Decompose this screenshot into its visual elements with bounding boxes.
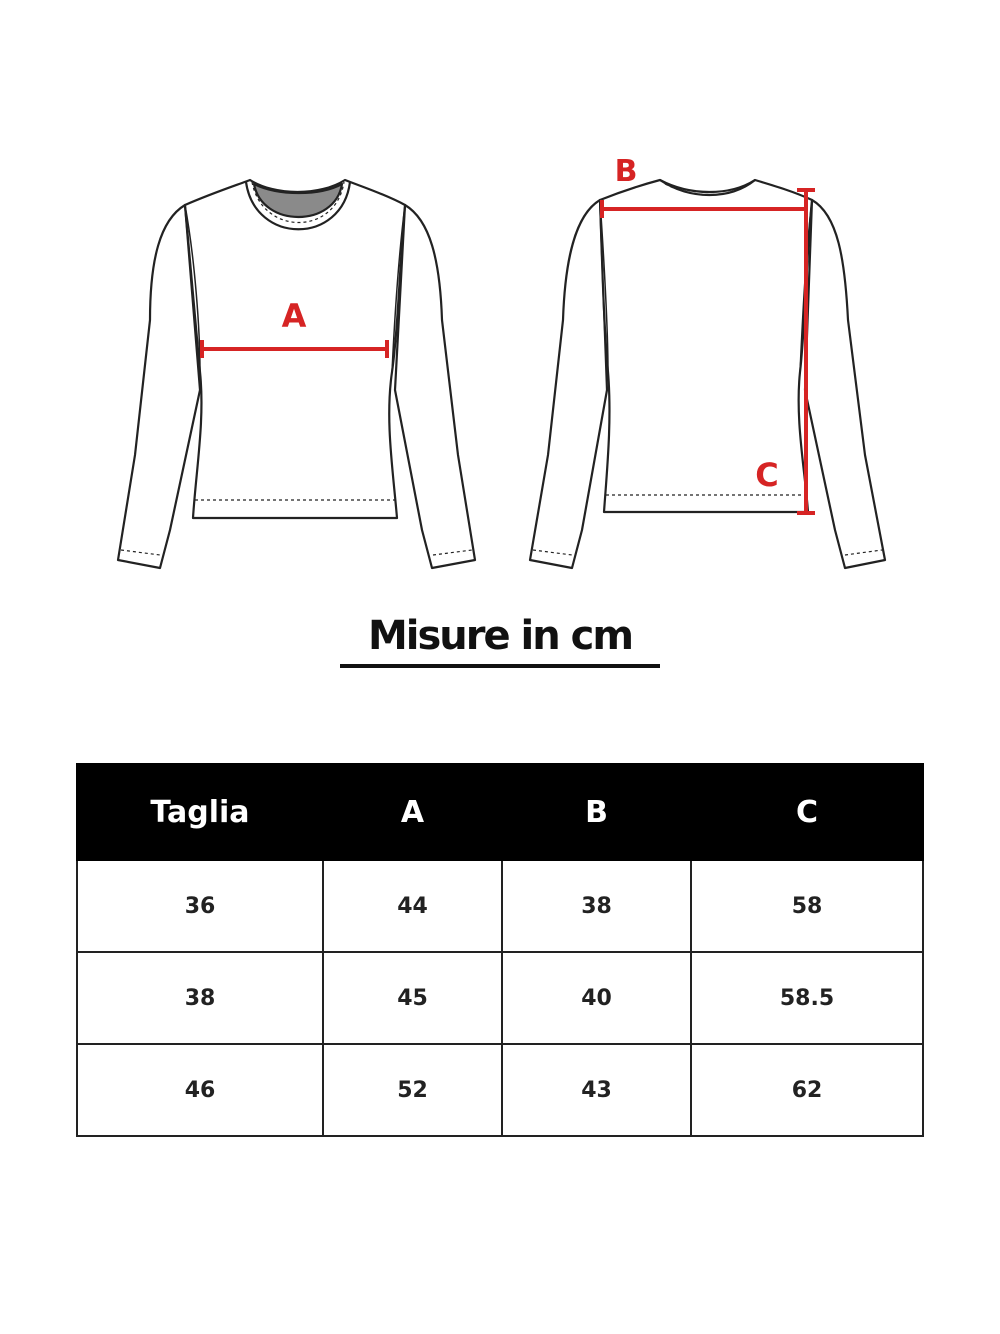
table-header-row (77, 764, 923, 860)
cell-taglia: 46 (77, 1044, 323, 1136)
size-table (76, 763, 924, 1137)
header-b: B (502, 764, 691, 860)
header-c: C (691, 764, 923, 860)
front-sweater-drawing (118, 180, 475, 568)
measure-b-label: B (614, 154, 638, 189)
table-row (77, 952, 923, 1044)
measure-c-label: C (755, 456, 779, 494)
back-sweater-drawing (530, 180, 885, 568)
cell-a: 44 (323, 860, 502, 952)
cell-b: 40 (502, 952, 691, 1044)
cell-a: 45 (323, 952, 502, 1044)
cell-c: 58 (691, 860, 923, 952)
page-title: Misure in cm (367, 613, 633, 659)
title-block (340, 608, 660, 664)
header-a: A (323, 764, 502, 860)
cell-taglia: 38 (77, 952, 323, 1044)
header-taglia: Taglia (77, 764, 323, 860)
cell-b: 38 (502, 860, 691, 952)
table-row (77, 1044, 923, 1136)
cell-c: 58.5 (691, 952, 923, 1044)
cell-taglia: 36 (77, 860, 323, 952)
cell-a: 52 (323, 1044, 502, 1136)
table-row (77, 860, 923, 952)
sweater-diagram (0, 0, 1000, 600)
title-underline (340, 664, 660, 668)
cell-c: 62 (691, 1044, 923, 1136)
cell-b: 43 (502, 1044, 691, 1136)
measure-a-label: A (281, 297, 307, 335)
